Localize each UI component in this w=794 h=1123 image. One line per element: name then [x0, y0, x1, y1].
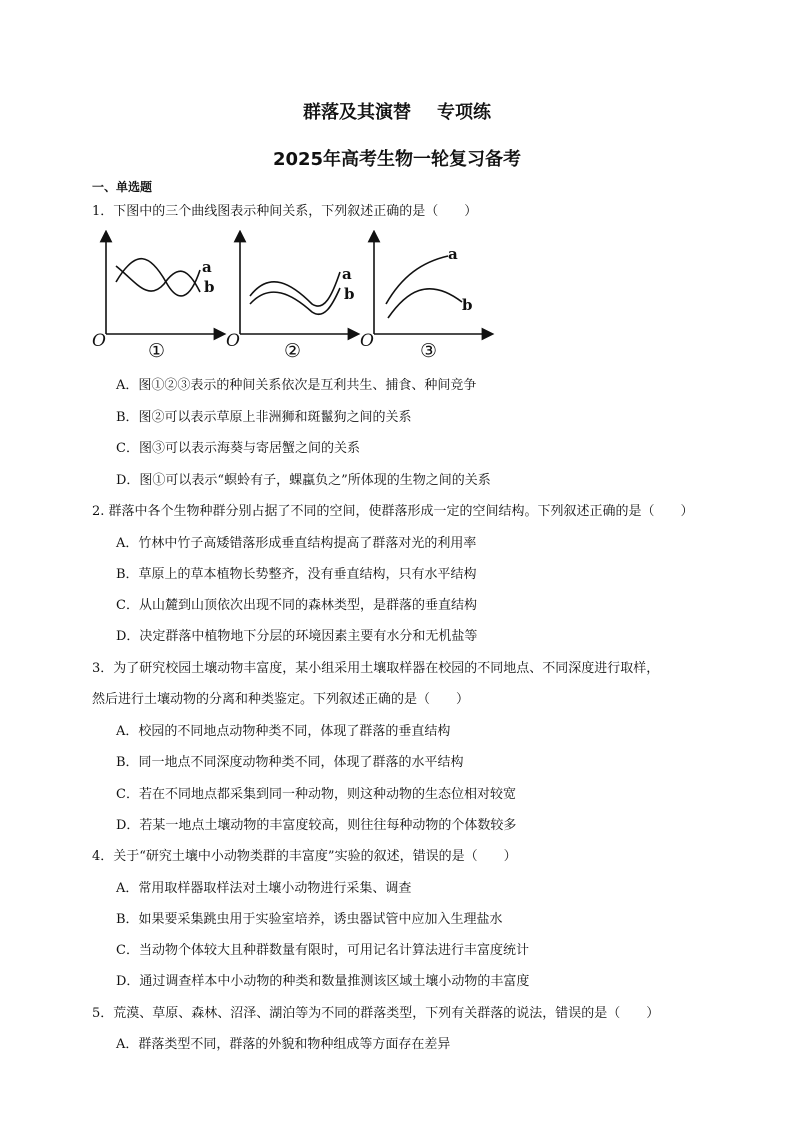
question-1-option-b: B．图②可以表示草原上非洲狮和斑鬣狗之间的关系	[116, 410, 412, 425]
question-2-option-a: A．竹林中竹子高矮错落形成垂直结构提高了群落对光的利用率	[116, 536, 477, 551]
page-title	[0, 98, 794, 124]
question-3-option-a: A．校园的不同地点动物种类不同，体现了群落的垂直结构	[116, 724, 451, 739]
question-1-option-a: A．图①②③表示的种间关系依次是互利共生、捕食、种间竞争	[116, 378, 477, 393]
graph1-label-a: a	[202, 258, 212, 276]
question-5-option-a: A．群落类型不同，群落的外貌和物种组成等方面存在差异	[116, 1037, 451, 1052]
question-3-option-d: D．若某一地点土壤动物的丰富度较高，则往往每种动物的个体数较多	[116, 818, 517, 833]
graph3-origin: O	[360, 331, 374, 351]
question-1-stem: 1．下图中的三个曲线图表示种间关系，下列叙述正确的是（ ）	[92, 204, 478, 219]
question-4-option-c: C．当动物个体较大且种群数量有限时，可用记名计算法进行丰富度统计	[116, 943, 529, 958]
question-4-option-d: D．通过调查样本中小动物的种类和数量推测该区域土壤小动物的丰富度	[116, 974, 530, 989]
graph1-number: ①	[148, 340, 166, 362]
species-relationship-figure	[92, 230, 512, 365]
graph1-origin: O	[92, 331, 106, 351]
title-part1: 群落及其演替	[303, 102, 411, 123]
graph3-label-b: b	[462, 296, 473, 314]
question-4-stem: 4．关于“研究土壤中小动物类群的丰富度”实验的叙述，错误的是（ ）	[92, 849, 517, 864]
question-3-stem-line1: 3．为了研究校园土壤动物丰富度，某小组采用土壤取样器在校园的不同地点、不同深度进行取样，	[92, 661, 660, 676]
graph2-label-b: b	[344, 285, 355, 303]
graph3-curve-b	[388, 289, 462, 318]
title-part2: 专项练	[437, 102, 491, 123]
graph1-label-b: b	[204, 278, 215, 296]
question-2-option-b: B．草原上的草本植物长势整齐，没有垂直结构，只有水平结构	[116, 567, 477, 582]
question-4-option-b: B．如果要采集跳虫用于实验室培养，诱虫器试管中应加入生理盐水	[116, 912, 503, 927]
question-3-option-c: C．若在不同地点都采集到同一种动物，则这种动物的生态位相对较宽	[116, 787, 516, 802]
graph2-curve-a	[250, 272, 340, 306]
page-subtitle: 2025年高考生物一轮复习备考	[272, 149, 522, 170]
graph3-label-a: a	[448, 245, 458, 263]
question-1-option-c: C．图③可以表示海葵与寄居蟹之间的关系	[116, 441, 360, 456]
question-3-stem-line2: 然后进行土壤动物的分离和种类鉴定。下列叙述正确的是（ ）	[92, 692, 470, 707]
question-2-option-c: C．从山麓到山顶依次出现不同的森林类型，是群落的垂直结构	[116, 598, 477, 613]
question-5-stem: 5．荒漠、草原、森林、沼泽、湖泊等为不同的群落类型，下列有关群落的说法，错误的是（ ）	[92, 1006, 660, 1021]
question-4-option-a: A．常用取样器取样法对土壤小动物进行采集、调查	[116, 881, 412, 896]
graph2-origin: O	[226, 331, 240, 351]
section-heading: 一、单选题	[92, 180, 153, 194]
question-1-option-d: D．图①可以表示“螟蛉有子，蜾蠃负之”所体现的生物之间的关系	[116, 473, 491, 488]
question-2-option-d: D．决定群落中植物地下分层的环境因素主要有水分和无机盐等	[116, 629, 478, 644]
graph3-number: ③	[420, 340, 438, 362]
graph2-label-a: a	[342, 265, 352, 283]
question-2-stem: 2. 群落中各个生物种群分别占据了不同的空间，使群落形成一定的空间结构。下列叙述正确的是（ ）	[92, 504, 694, 519]
question-3-option-b: B．同一地点不同深度动物种类不同，体现了群落的水平结构	[116, 755, 464, 770]
graph2-number: ②	[284, 340, 302, 362]
graph3-curve-a	[386, 256, 448, 304]
